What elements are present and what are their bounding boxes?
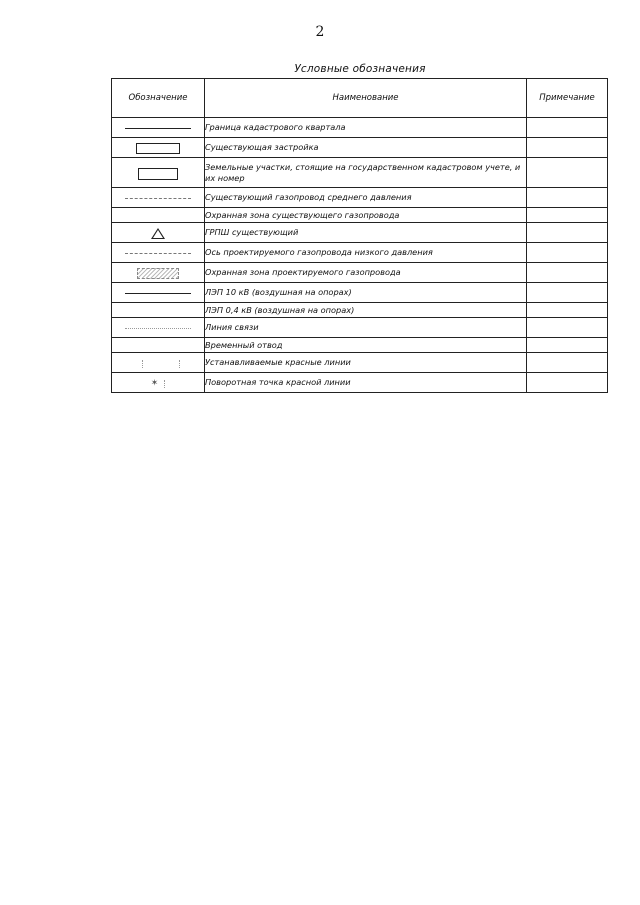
note-cell — [527, 338, 608, 353]
legend-row — [112, 223, 608, 243]
symbol-cell — [112, 138, 205, 158]
header-note: Примечание — [527, 79, 608, 118]
header-name: Наименование — [205, 79, 527, 118]
legend-row-name: ЛЭП 0,4 кВ (воздушная на опорах) — [205, 303, 527, 318]
legend-row-name: Существующий газопровод среднего давления — [205, 188, 527, 208]
hatched-rectangle-symbol — [137, 268, 179, 279]
legend-row — [112, 263, 608, 283]
legend-row-name: ГРПШ существующий — [205, 223, 527, 243]
legend-row-name: Охранная зона проектируемого газопровода — [205, 263, 527, 283]
legend-row-name: Устанавливаемые красные линии — [205, 353, 527, 373]
legend-row-name: ЛЭП 10 кВ (воздушная на опорах) — [205, 283, 527, 303]
legend-row-name: Существующая застройка — [205, 138, 527, 158]
legend-row — [112, 353, 608, 373]
legend-row — [112, 373, 608, 393]
page-number: 2 — [315, 24, 325, 40]
dashdot-line-symbol — [125, 253, 191, 254]
legend-row — [112, 138, 608, 158]
note-cell — [527, 243, 608, 263]
dashed-line-symbol — [125, 328, 191, 329]
header-symbol: Обозначение — [112, 79, 205, 118]
symbol-cell — [112, 158, 205, 188]
legend-row — [112, 188, 608, 208]
note-cell — [527, 223, 608, 243]
legend-row-name: Временный отвод — [205, 338, 527, 353]
symbol-cell — [112, 373, 205, 393]
legend-row — [112, 118, 608, 138]
note-cell — [527, 188, 608, 208]
note-cell — [527, 303, 608, 318]
legend-row — [112, 243, 608, 263]
symbol-cell — [112, 243, 205, 263]
dotted-mark-symbol — [173, 360, 180, 368]
symbol-cell — [112, 188, 205, 208]
legend-table — [111, 78, 608, 393]
symbol-cell — [112, 118, 205, 138]
legend-row-name: Граница кадастрового квартала — [205, 118, 527, 138]
legend-row — [112, 158, 608, 188]
legend-title: Условные обозначения — [294, 63, 426, 75]
solid-line-symbol — [125, 128, 191, 129]
rectangle-large-symbol — [138, 168, 178, 180]
note-cell — [527, 138, 608, 158]
note-cell — [527, 373, 608, 393]
note-cell — [527, 118, 608, 138]
note-cell — [527, 283, 608, 303]
legend-row — [112, 338, 608, 353]
dashed-line-symbol — [125, 198, 191, 199]
legend-row-name: Линия связи — [205, 318, 527, 338]
symbol-cell — [112, 318, 205, 338]
note-cell — [527, 208, 608, 223]
power-line-symbol — [125, 293, 191, 294]
legend-row-name: Охранная зона существующего газопровода — [205, 208, 527, 223]
legend-row-name: Поворотная точка красной линии — [205, 373, 527, 393]
legend-row-name: Ось проектируемого газопровода низкого давления — [205, 243, 527, 263]
legend-header-row — [112, 79, 608, 118]
dotted-mark-symbol — [136, 360, 143, 368]
legend-row — [112, 318, 608, 338]
symbol-cell — [112, 263, 205, 283]
legend-row — [112, 208, 608, 223]
rectangle-symbol — [136, 143, 180, 154]
symbol-cell — [112, 283, 205, 303]
note-cell — [527, 263, 608, 283]
dotted-mark-symbol — [158, 380, 165, 388]
legend-row — [112, 283, 608, 303]
symbol-cell — [112, 208, 205, 223]
note-cell — [527, 158, 608, 188]
star-point-icon: ✶ — [150, 378, 159, 389]
legend-row-name: Земельные участки, стоящие на государственном кадастровом учете, и их номер — [205, 158, 527, 188]
symbol-cell — [112, 223, 205, 243]
note-cell — [527, 353, 608, 373]
note-cell — [527, 318, 608, 338]
symbol-cell — [112, 338, 205, 353]
symbol-cell — [112, 303, 205, 318]
symbol-cell — [112, 353, 205, 373]
legend-row — [112, 303, 608, 318]
triangle-icon — [151, 228, 165, 239]
